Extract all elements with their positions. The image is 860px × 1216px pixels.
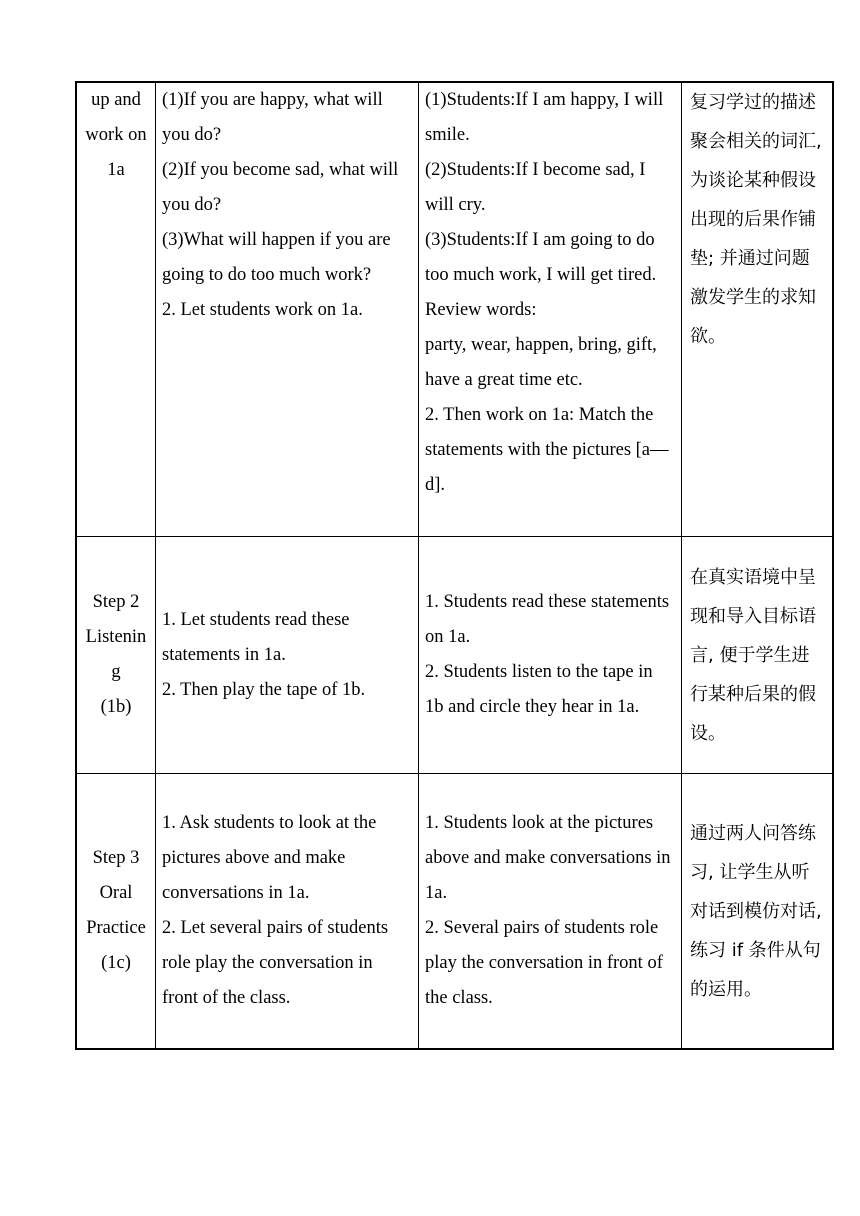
design-purpose-cell: 复习学过的描述聚会相关的词汇, 为谈论某种假设出现的后果作铺垫; 并通过问题激发学生的求知欲。 bbox=[682, 82, 834, 537]
student-activity-cell bbox=[419, 774, 682, 1050]
student-activity-item: 2. Students listen to the tape in 1b and circle they hear in 1a. bbox=[425, 662, 653, 717]
step-line: (1c) bbox=[101, 953, 131, 973]
teacher-activity-cell bbox=[156, 537, 419, 774]
step-cell bbox=[76, 537, 156, 774]
student-activity-item: (2)Students:If I become sad, I will cry. bbox=[425, 160, 646, 215]
design-purpose-cell: 通过两人问答练习, 让学生从听对话到模仿对话, 练习 if 条件从句的运用。 bbox=[682, 774, 834, 1050]
teacher-activity-item: (3)What will happen if you are going to do too much work? bbox=[162, 230, 391, 285]
step-line: Step 3 bbox=[92, 848, 140, 868]
step-line: g bbox=[111, 662, 121, 682]
step-cell bbox=[76, 82, 156, 537]
student-activity-item: party, wear, happen, bring, gift, have a great time etc. bbox=[425, 335, 657, 390]
table-row bbox=[76, 82, 833, 537]
teacher-activity-cell bbox=[156, 774, 419, 1050]
step-cell bbox=[76, 774, 156, 1050]
student-activity-item: 2. Several pairs of students role play the conversation in front of the class. bbox=[425, 918, 663, 1008]
student-activity-item: 1. Students look at the pictures above and make conversations in 1a. bbox=[425, 813, 671, 903]
table-row bbox=[76, 774, 833, 1050]
teacher-activity-item: 2. Let several pairs of students role play the conversation in front of the class. bbox=[162, 918, 389, 1008]
student-activity-item: (3)Students:If I am going to do too much work, I will get tired. bbox=[425, 230, 657, 285]
teacher-activity-item: (1)If you are happy, what will you do? bbox=[162, 90, 383, 145]
table-row bbox=[76, 537, 833, 774]
teacher-activity-cell bbox=[156, 82, 419, 537]
teacher-activity-item: (2)If you become sad, what will you do? bbox=[162, 160, 399, 215]
design-purpose-cell: 在真实语境中呈现和导入目标语言, 便于学生进行某种后果的假设。 bbox=[682, 537, 834, 774]
student-activity-item: (1)Students:If I am happy, I will smile. bbox=[425, 90, 664, 145]
student-activity-item: 1. Students read these statements on 1a. bbox=[425, 592, 670, 647]
teacher-activity-item: 1. Let students read these statements in 1a. bbox=[162, 609, 350, 665]
student-activity-item: Review words: bbox=[425, 300, 537, 320]
teacher-activity-item: 2. Then play the tape of 1b. bbox=[162, 679, 366, 700]
step-line: 1a bbox=[107, 160, 125, 180]
student-activity-item: 2. Then work on 1a: Match the statements with the pictures [a—d]. bbox=[425, 405, 669, 495]
teacher-activity-item: 2. Let students work on 1a. bbox=[162, 300, 363, 320]
teacher-activity-item: 1. Ask students to look at the pictures above and make conversations in 1a. bbox=[162, 813, 377, 903]
step-line: (1b) bbox=[100, 697, 132, 717]
lesson-plan-table bbox=[75, 81, 834, 1050]
student-activity-cell bbox=[419, 537, 682, 774]
step-line: Step 2 bbox=[92, 592, 140, 612]
step-line: Practice bbox=[86, 918, 146, 938]
student-activity-cell bbox=[419, 82, 682, 537]
step-line: Listenin bbox=[85, 627, 147, 647]
step-line: up and bbox=[91, 90, 141, 110]
step-line: work on bbox=[85, 125, 147, 145]
step-line: Oral bbox=[99, 883, 133, 903]
